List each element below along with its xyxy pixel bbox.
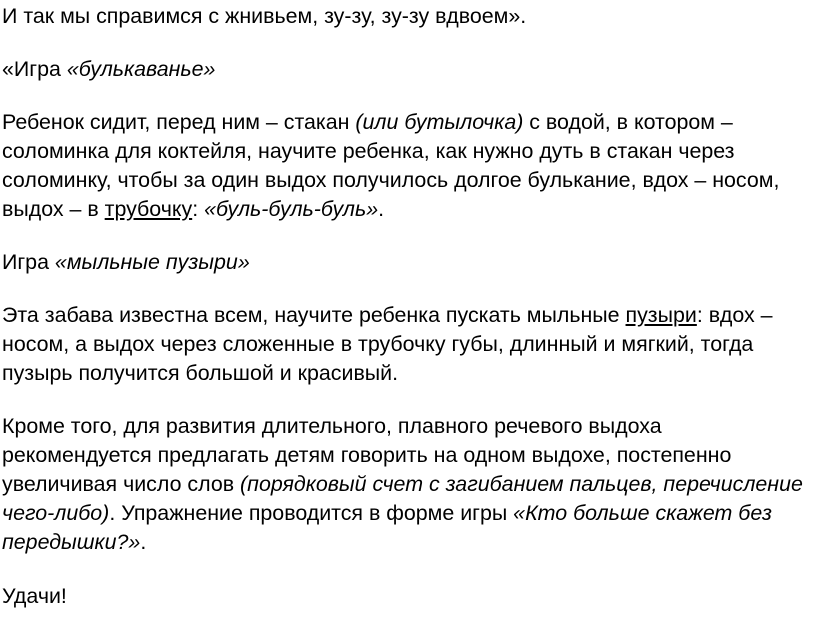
italic-segment: (порядковый счет с загибанием пальцев, перечисление bbox=[240, 472, 803, 496]
text-segment: с водой, в котором – bbox=[523, 110, 733, 134]
heading-game-soap-bubbles bbox=[2, 248, 816, 277]
heading-prefix: Игра bbox=[2, 250, 55, 274]
heading-game-bulkanie bbox=[2, 55, 816, 84]
text-segment: . Упражнение проводится в форме игры bbox=[109, 501, 514, 525]
link-puzyri[interactable]: пузыри bbox=[625, 303, 697, 327]
text-segment: Эта забава известна всем, научите ребенка пускать мыльные bbox=[2, 303, 626, 327]
game-title-bulkanie: «булькаванье» bbox=[66, 57, 216, 81]
text-line: рекомендуется предлагать детям говорить на одном выдохе, постепенно bbox=[2, 443, 732, 467]
text-segment: . bbox=[378, 197, 385, 221]
text-line: пузырь получится большой и красивый. bbox=[2, 361, 399, 385]
text-line: Кроме того, для развития длительного, плавного речевого выдоха bbox=[2, 414, 662, 438]
paragraph-breathing-advice bbox=[2, 412, 816, 557]
game-title-soap-bubbles: «мыльные пузыри» bbox=[54, 250, 250, 274]
text-line: соломинку, чтобы за один выдох получилось долгое булькание, вдох – носом, bbox=[2, 168, 780, 192]
text-segment: . bbox=[140, 530, 147, 554]
paragraph-soap-bubbles-description bbox=[2, 301, 816, 388]
italic-segment: «буль-буль-буль» bbox=[204, 197, 379, 221]
text-line: носом, а выдох через сложенные в трубочку губы, длинный и мягкий, тогда bbox=[2, 332, 754, 356]
italic-segment: передышки?» bbox=[2, 530, 141, 554]
italic-segment: чего-либо) bbox=[2, 501, 110, 525]
link-trubochku[interactable]: трубочку bbox=[104, 197, 193, 221]
poem-line: И так мы справимся с жнивьем, зу-зу, зу-зу вдвоем». bbox=[2, 4, 527, 28]
paragraph-closing bbox=[2, 582, 816, 611]
paragraph-poem-end bbox=[2, 2, 816, 31]
text-segment: : вдох – bbox=[696, 303, 773, 327]
text-segment: : bbox=[192, 197, 205, 221]
heading-prefix: «Игра bbox=[2, 57, 67, 81]
italic-segment: «Кто больше скажет без bbox=[513, 501, 772, 525]
closing-text: Удачи! bbox=[2, 584, 67, 608]
italic-segment: (или бутылочка) bbox=[355, 110, 524, 134]
text-segment: увеличивая число слов bbox=[2, 472, 241, 496]
paragraph-bulkanie-description bbox=[2, 108, 816, 224]
text-line: соломинка для коктейля, научите ребенка, как нужно дуть в стакан через bbox=[2, 139, 735, 163]
text-segment: выдох – в bbox=[2, 197, 105, 221]
text-segment: Ребенок сидит, перед ним – стакан bbox=[2, 110, 356, 134]
